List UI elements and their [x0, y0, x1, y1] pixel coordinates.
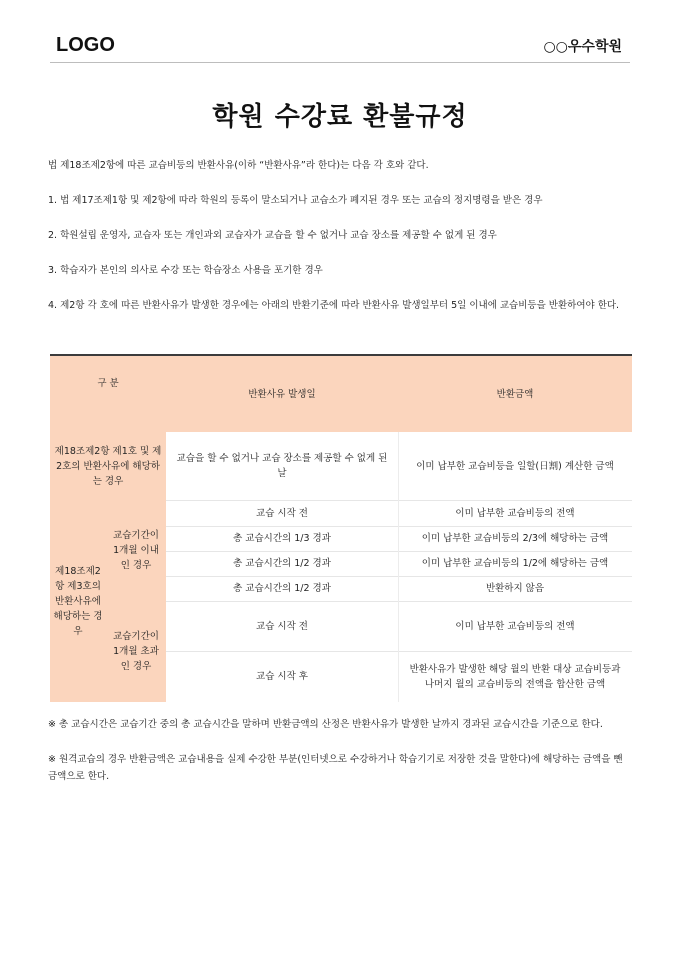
row-divider	[166, 526, 632, 527]
footnote: ※ 총 교습시간은 교습기간 중의 총 교습시간을 말하며 반환금액의 산정은 반환사유가 발생한 날까지 경과된 교습시간을 기준으로 한다.	[48, 719, 603, 730]
page-title: 학원 수강료 환불규정	[212, 102, 468, 132]
list-item: 1. 법 제17조제1항 및 제2항에 따라 학원의 등록이 말소되거나 교습소가 폐지된 경우 또는 교습의 정지명령을 받은 경우	[48, 195, 543, 206]
group1-row-amount: 이미 납부한 교습비등의 1/2에 해당하는 금액	[421, 558, 609, 569]
logo: LOGO	[56, 34, 115, 56]
row-divider	[166, 576, 632, 577]
academy-name: ○○우수학원	[543, 39, 622, 55]
row-divider	[166, 551, 632, 552]
section1-occurrence: 교습을 할 수 없거나 교습 장소를 제공할 수 없게 된 날	[176, 453, 388, 479]
section1-amount: 이미 납부한 교습비등을 일할(日割) 계산한 금액	[416, 460, 614, 472]
group2-row-occurrence: 교습 시작 전	[256, 620, 308, 632]
page-header	[50, 28, 630, 63]
column-divider	[398, 432, 399, 702]
header-amount: 반환금액	[398, 356, 632, 432]
group1-row-amount: 이미 납부한 교습비등의 전액	[455, 507, 575, 519]
group2-row-occurrence: 교습 시작 후	[256, 671, 308, 682]
footnote: ※ 원격교습의 경우 반환금액은 교습내용을 실제 수강한 부분(인터넷으로 수강하거나 학습기기로 저장한 것을 말한다)에 해당하는 금액을 뺀 금액으로 한다.	[48, 754, 623, 782]
list-item: 3. 학습자가 본인의 의사로 수강 또는 학습장소 사용을 포기한 경우	[48, 265, 323, 276]
row-divider	[166, 601, 632, 602]
group2-row-amount: 반환사유가 발생한 해당 월의 반환 대상 교습비등과 나머지 월의 교습비등의 전액을 합산한 금액	[409, 663, 621, 690]
group2-label: 교습기간이 1개월 초과인 경우	[106, 601, 166, 702]
header-occurrence: 반환사유 발생일	[166, 356, 398, 432]
list-item: 4. 제2항 각 호에 따른 반환사유가 발생한 경우에는 아래의 반환기준에 따라 반환사유 발생일부터 5일 이내에 교습비등을 반환하여야 한다.	[48, 300, 620, 311]
row-divider	[166, 651, 632, 652]
row-divider	[166, 500, 632, 501]
group1-row-occurrence: 총 교습시간의 1/2 경과	[233, 583, 331, 594]
group1-row-occurrence: 총 교습시간의 1/3 경과	[233, 533, 331, 544]
group1-row-occurrence: 교습 시작 전	[256, 507, 308, 519]
header-category: 구 분	[50, 356, 166, 432]
group1-row-occurrence: 총 교습시간의 1/2 경과	[233, 558, 331, 569]
intro-paragraph: 법 제18조제2항에 따른 교습비등의 반환사유(이하 “반환사유”라 한다)는 다음 각 호와 같다.	[48, 160, 429, 171]
group2-row-amount: 이미 납부한 교습비등의 전액	[455, 620, 575, 632]
section2-label: 제18조제2항 제3호의 반환사유에 해당하는 경우	[50, 500, 106, 702]
group1-row-amount: 이미 납부한 교습비등의 2/3에 해당하는 금액	[421, 533, 609, 544]
refund-table	[50, 354, 632, 702]
group1-row-amount: 반환하지 않음	[485, 583, 545, 594]
group1-label: 교습기간이 1개월 이내인 경우	[106, 500, 166, 601]
list-item: 2. 학원설립 운영자, 교습자 또는 개인과외 교습자가 교습을 할 수 없거나 교습 장소를 제공할 수 없게 된 경우	[48, 230, 497, 241]
section1-label: 제18조제2항 제1호 및 제2호의 반환사유에 해당하는 경우	[50, 432, 166, 500]
